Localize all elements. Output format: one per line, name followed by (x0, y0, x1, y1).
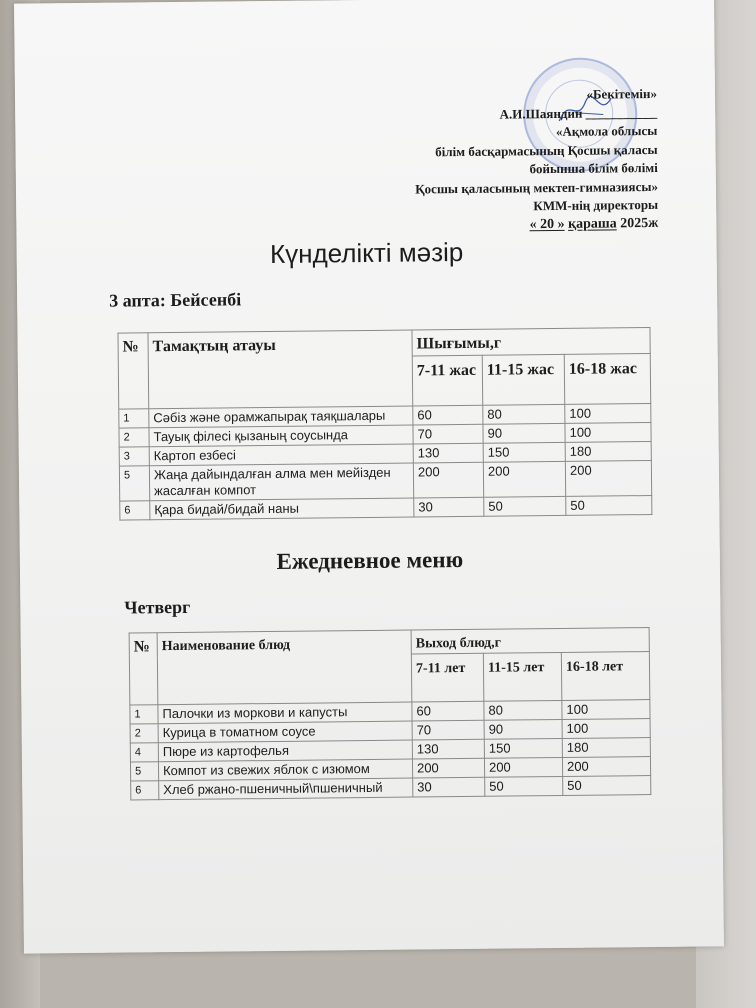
approval-heading: «Бекітемін» (586, 85, 658, 102)
row-num: 1 (119, 409, 149, 428)
date-month: қараша (567, 215, 617, 232)
table-row (131, 776, 651, 800)
output-11-15: 50 (484, 496, 566, 516)
output-16-18: 100 (565, 423, 651, 443)
output-16-18: 200 (565, 461, 651, 497)
row-num: 6 (120, 501, 150, 520)
dish-name: Хлеб ржано-пшеничный\пшеничный (159, 778, 413, 800)
date-day: « 20 » (529, 216, 565, 232)
dish-name: Картоп езбесі (149, 444, 413, 466)
row-num: 4 (130, 743, 158, 762)
kz-header-age-7-11: 7-11 жас (412, 355, 483, 406)
output-7-11: 200 (412, 758, 484, 778)
row-num: 2 (130, 724, 158, 743)
ru-menu-table (129, 627, 652, 800)
output-7-11: 30 (414, 497, 484, 517)
approval-line-5: КММ-нің директоры (533, 196, 659, 214)
dish-name: Тауық філесі қызаның соусында (149, 425, 413, 447)
ru-header-num: № (129, 633, 158, 705)
output-11-15: 80 (483, 404, 565, 424)
row-num: 1 (130, 705, 158, 724)
output-11-15: 200 (484, 757, 562, 777)
approval-line-1: «Ақмола облысы (555, 122, 658, 139)
output-11-15: 200 (483, 461, 565, 497)
ru-header-age-7-11: 7-11 лет (411, 653, 483, 702)
kz-header-num: № (118, 333, 149, 409)
ru-header-output: Выход блюд,г (411, 628, 649, 654)
dish-name: Қара бидай/бидай наны (150, 498, 414, 520)
row-num: 2 (119, 428, 149, 447)
output-16-18: 100 (562, 700, 650, 720)
dish-name: Жаңа дайындалған алма мен мейізден жасалған компот (149, 463, 413, 501)
approval-line-4: Қосшы қаласының мектеп-гимназиясы» (415, 178, 659, 196)
row-num: 5 (130, 762, 158, 781)
output-7-11: 60 (412, 701, 484, 721)
output-16-18: 180 (562, 738, 650, 758)
output-11-15: 150 (483, 442, 565, 462)
dish-name: Сәбіз және орамжапырақ таяқшалары (149, 406, 413, 428)
approval-line-3: бойынша білім бөлімі (529, 159, 658, 177)
date-year: 2025ж (620, 215, 659, 231)
ru-title: Ежедневное меню (276, 546, 464, 574)
kz-menu-table (117, 327, 652, 521)
output-11-15: 90 (483, 423, 565, 443)
output-16-18: 50 (563, 776, 651, 796)
kz-header-output: Шығымы,г (412, 328, 650, 356)
dish-name: Курица в томатном соусе (158, 721, 412, 743)
output-16-18: 100 (562, 719, 650, 739)
ru-subtitle: Четверг (124, 596, 191, 618)
output-11-15: 50 (485, 776, 563, 796)
ru-header-name: Наименование блюд (157, 630, 412, 705)
dish-name: Пюре из картофелья (158, 740, 412, 762)
kz-header-name: Тамақтың атауы (148, 330, 413, 409)
output-11-15: 90 (484, 719, 562, 739)
kz-subtitle: 3 апта: Бейсенбі (109, 289, 242, 311)
dish-name: Компот из свежих яблок с изюмом (158, 759, 412, 781)
output-16-18: 50 (566, 496, 652, 516)
row-num: 6 (131, 781, 159, 800)
table-row (119, 461, 651, 502)
kz-header-age-11-15: 11-15 жас (482, 354, 565, 405)
output-7-11: 130 (412, 739, 484, 759)
row-num: 5 (119, 466, 149, 501)
kz-header-age-16-18: 16-18 жас (564, 354, 651, 405)
ru-header-age-11-15: 11-15 лет (483, 652, 561, 701)
output-16-18: 100 (565, 404, 651, 424)
approval-line-2: білім басқармасының Қосшы қаласы (435, 141, 658, 159)
output-7-11: 70 (413, 424, 483, 444)
output-11-15: 150 (484, 738, 562, 758)
approval-date (298, 214, 658, 236)
menu-sheet (14, 0, 724, 954)
output-7-11: 130 (413, 443, 483, 463)
output-7-11: 200 (413, 462, 483, 498)
output-7-11: 60 (413, 405, 483, 425)
row-num: 3 (119, 447, 149, 466)
output-7-11: 70 (412, 720, 484, 740)
approval-block (297, 85, 659, 237)
director-name: А.И.Шаяндин ___________ (499, 104, 658, 122)
dish-name: Палочки из моркови и капусты (158, 702, 412, 724)
output-16-18: 180 (565, 442, 651, 462)
output-16-18: 200 (562, 757, 650, 777)
kz-title: Күнделікті мәзір (269, 236, 464, 269)
output-7-11: 30 (413, 777, 485, 797)
ru-header-age-16-18: 16-18 лет (561, 652, 649, 701)
output-11-15: 80 (484, 700, 562, 720)
